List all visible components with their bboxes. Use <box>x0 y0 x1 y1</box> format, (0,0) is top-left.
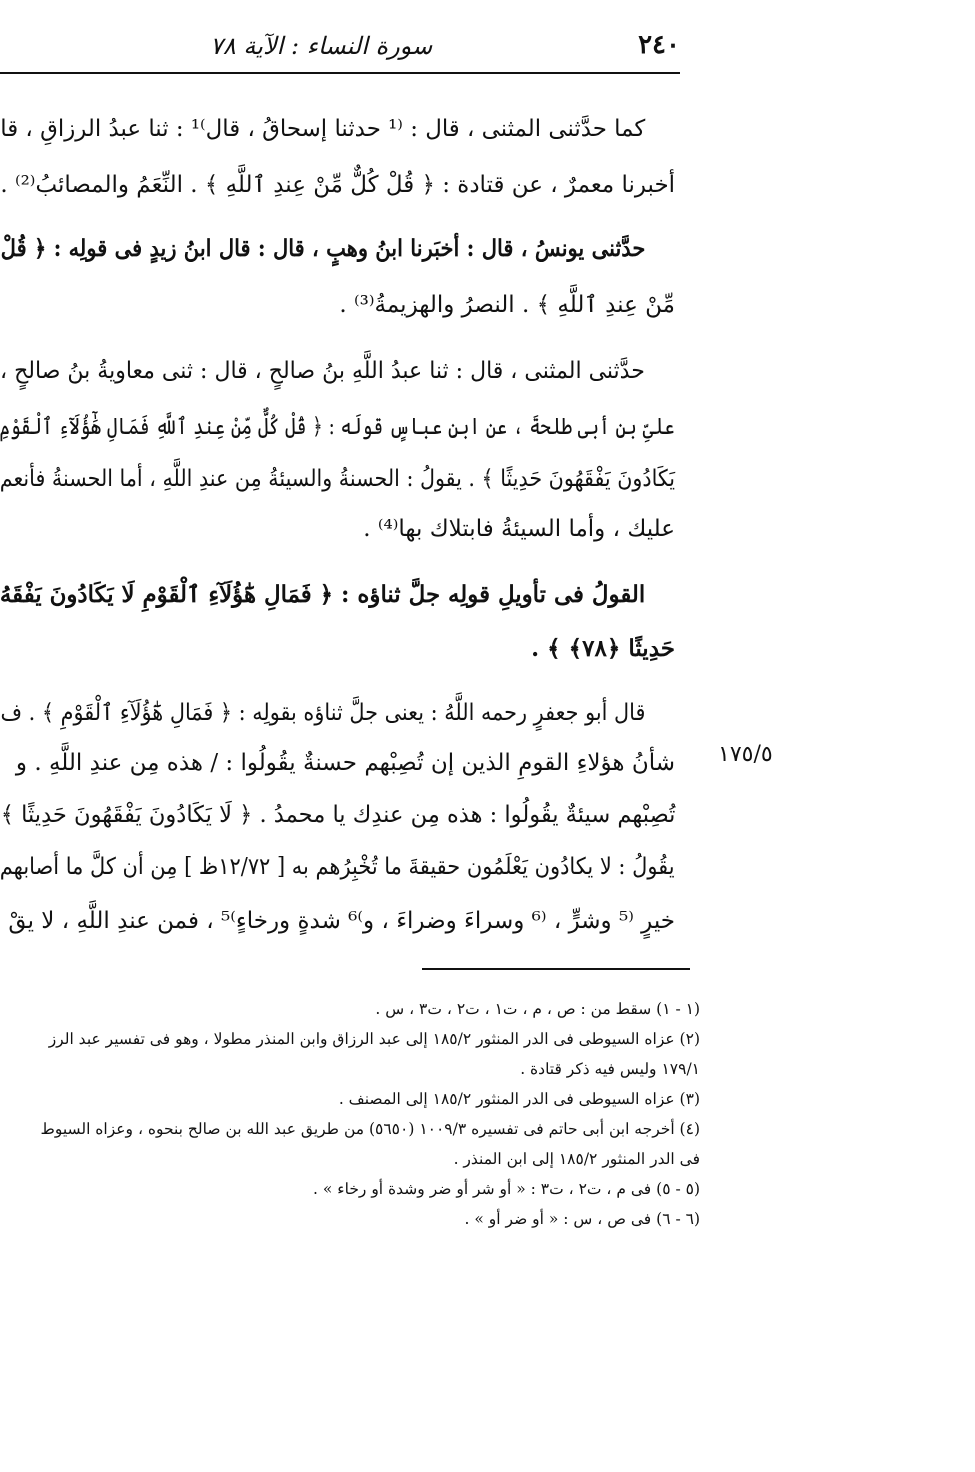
footnote-item: (١ - ١) سقط من : ص ، م ، ت١ ، ت٢ ، ت٣ ، س . <box>375 1000 700 1018</box>
text-line: يَكَادُونَ يَفْقَهُونَ حَدِيثًا ﴾ . يقولُ : الحسنةُ والسيئةُ مِن عندِ اللَّهِ ، أما الحسنةُ فأنعم <box>0 466 675 492</box>
footnote-rule <box>422 968 690 970</box>
running-head <box>0 22 690 70</box>
footnote-item: ١٧٩/١ وليس فيه ذكر قتادة . <box>520 1060 700 1078</box>
text-line: عليك ، وأما السيئةُ فابتلاك بها⁽⁴⁾ . <box>363 516 675 542</box>
text-line: كما حدَّثنى المثنى ، قال : ⁽¹ حدثنا إسحاقُ ، قال⁾¹ : ثنا عبدُ الرزاقِ ، قا <box>0 116 645 142</box>
text-line: تُصِبْهم سيئةٌ يقُولُوا : هذه مِن عندِك يا محمدُ . ﴿ لَا يَكَادُونَ يَفْقَهُونَ حَدِيثًا ﴾ <box>0 802 675 828</box>
text-line: أخبرنا معمرٌ ، عن قتادة : ﴿ قُلْ كُلٌّ مِّنْ عِندِ ٱللَّهِ ﴾ . النِّعَمُ والمصائبُ⁽²⁾ . <box>0 172 675 198</box>
text-line: مِّنْ عِندِ ٱللَّهِ ﴾ . النصرُ والهزيمةُ⁽³⁾ . <box>339 292 675 318</box>
text-line: حدَّثنى المثنى ، قال : ثنا عبدُ اللَّهِ بنُ صالحٍ ، قال : ثنى معاويةُ بنُ صالحٍ ، <box>0 358 645 384</box>
section-heading-end: حَدِيثًا ﴿٧٨﴾ ﴾ . <box>531 635 675 662</box>
footnote-item: (٢) عزاه السيوطى فى الدر المنثور ١٨٥/٢ إلى عبد الرزاق وابن المنذر مطولا ، وهو فى تفسير عبد الرز <box>48 1030 700 1048</box>
footnote-item: (٥ - ٥) فى م ، ت٢ ، ت٣ : « أو شر أو ضر وشدة أو رخاء » . <box>313 1180 700 1198</box>
footnote-item: (٦ - ٦) فى ص ، س : « أو ضر أو » . <box>464 1210 700 1228</box>
text-line: شأنُ هؤلاءِ القومِ الذين إن تُصِبْهم حسنةٌ يقُولُوا : / هذه مِن عندِ اللَّهِ . و <box>15 750 675 776</box>
text-line: علىِّ بنِ أبى طلحةَ ، عن ابنِ عباسٍ قولَه : ﴿ قُلْ كُلٌّ مِّنْ عِندِ ٱللَّهِ فَمَالِ هَٰٓؤُلَآءِ ٱلْقَوْمِ <box>0 414 675 440</box>
text-line: يقُولُ : لا يكادُون يَعْلَمُون حقيقةَ ما تُخْبِرُهم به [ ١٢/٧٢ظ ] مِن أن كلَّ ما أصابهم <box>0 854 675 880</box>
footnote-item: فى الدر المنثور ١٨٥/٢ إلى ابن المنذر . <box>453 1150 700 1168</box>
text-line: قال أبو جعفرٍ رحمه اللَّهُ : يعنى جلَّ ثناؤه بقولِه : ﴿ فَمَالِ هَٰٓؤُلَآءِ ٱلْقَوْمِ ﴾ . ف <box>0 700 645 726</box>
footnote-item: (٣) عزاه السيوطى فى الدر المنثور ١٨٥/٢ إلى المصنف . <box>338 1090 700 1108</box>
section-heading: القولُ فى تأويلِ قولِه جلَّ ثناؤه : ﴿ فَمَالِ هَٰٓؤُلَآءِ ٱلْقَوْمِ لَا يَكَادُونَ يَفْقَهُ <box>0 581 645 608</box>
running-title: سورة النساء : الآية ٧٨ <box>210 32 433 60</box>
margin-reference: ١٧٥/٥ <box>718 742 773 767</box>
text-line: حدَّثنى يونسُ ، قال : أخبَرنا ابنُ وهبٍ ، قال : قال ابنُ زيدٍ فى قولِه : ﴿ قُلْ <box>0 235 645 262</box>
page-number: ٢٤٠ <box>638 30 680 60</box>
footnote-item: (٤) أخرجه ابن أبى حاتم فى تفسيره ١٠٠٩/٣ (٥٦٥٠) من طريق عبد الله بن صالح بنحوه ، وعزاه السيوط <box>40 1120 700 1138</box>
header-rule <box>0 72 680 74</box>
text-line: خيرٍ ⁽⁵ وشرٍّ ، ⁽⁶ وسراءَ وضراءَ ، و⁾⁶ شدةٍ ورخاءٍ⁾⁵ ، فمن عندِ اللَّهِ ، لا يقْ <box>8 908 675 934</box>
